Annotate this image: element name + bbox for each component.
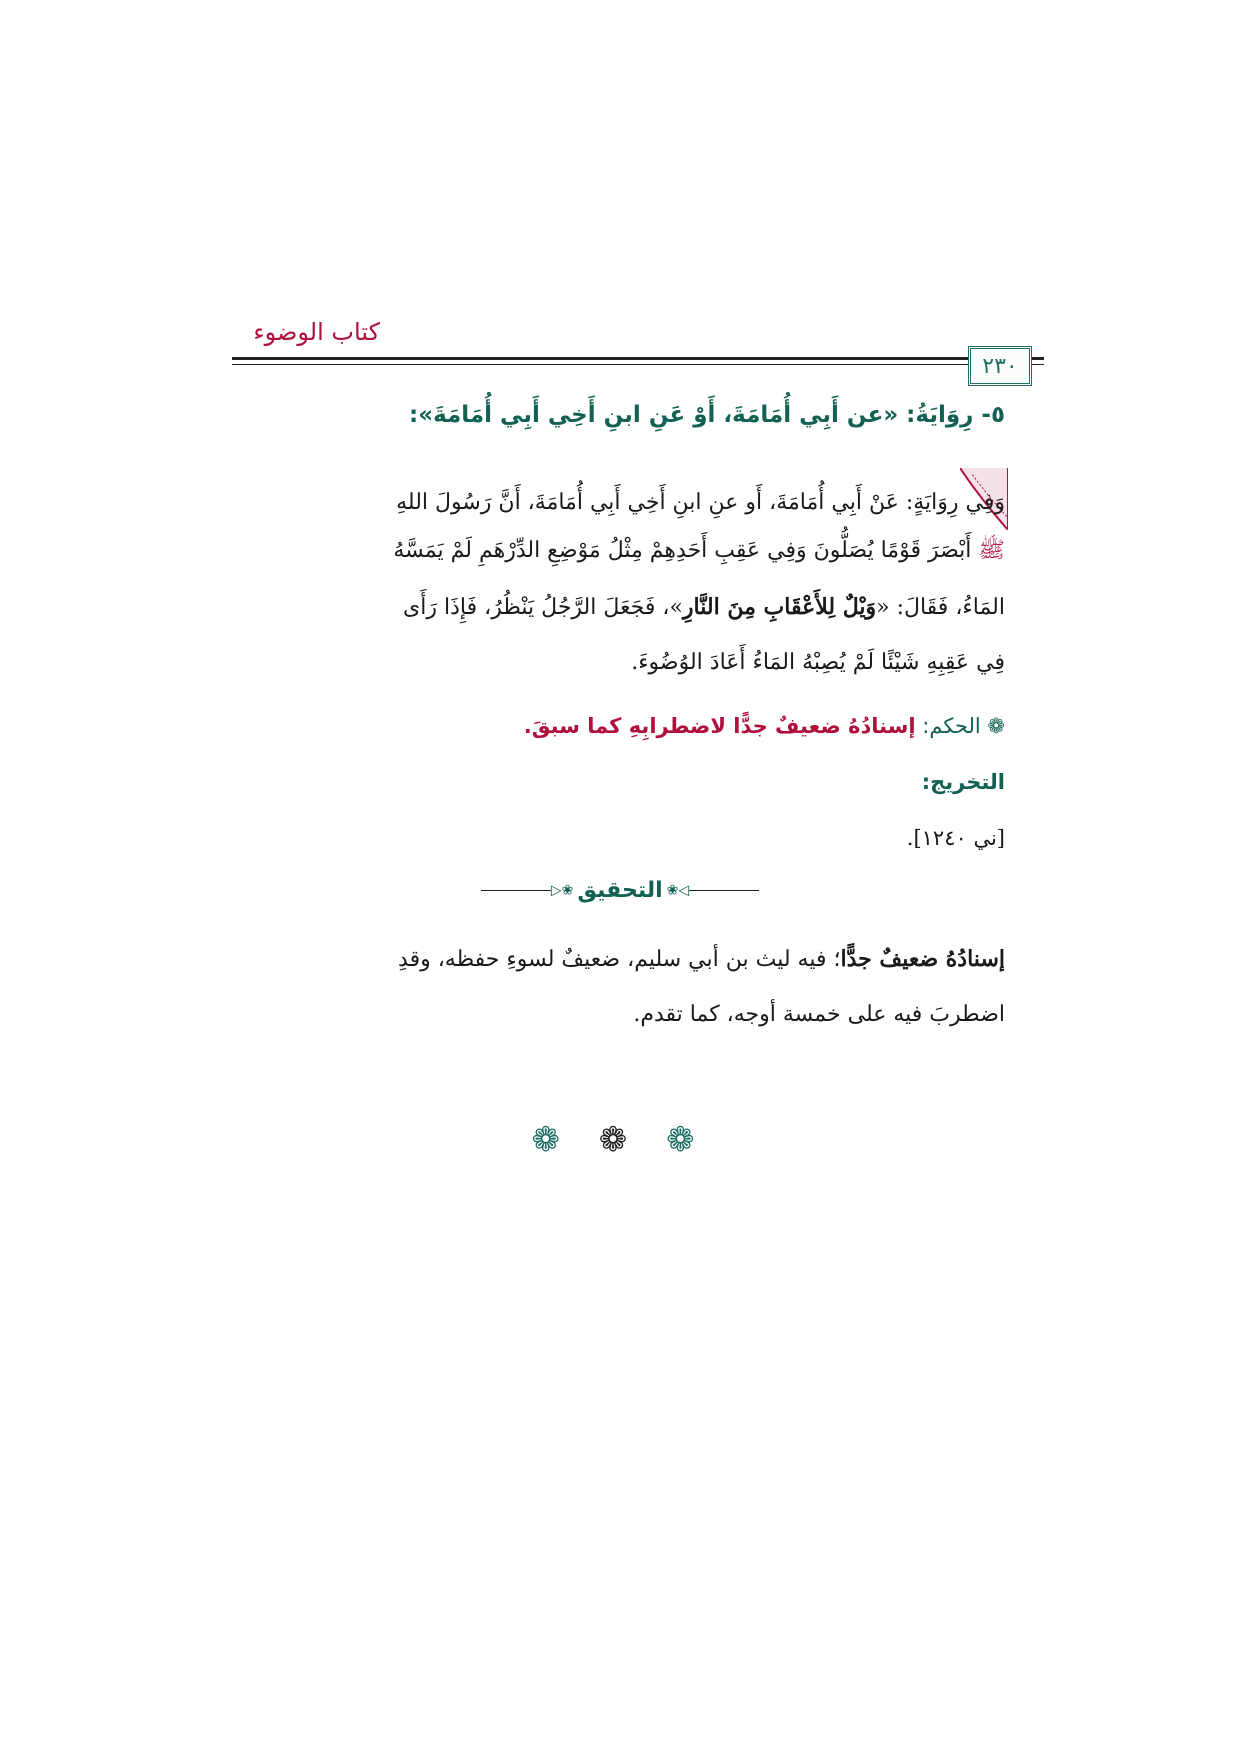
- hadith-line-2: [393, 536, 1005, 566]
- section-number: ٥-: [981, 402, 1005, 428]
- honorific-symbol: ﷺ: [978, 538, 1005, 563]
- hadith-line-3: [403, 592, 1005, 623]
- page-number: ٢٣٠: [968, 346, 1032, 386]
- analysis-line-1-text: ؛ فيه ليث بن أبي سليم، ضعيفٌ لسوءِ حفظه، وقدِ: [398, 947, 841, 972]
- header-rule-thick: [232, 357, 968, 360]
- closing-ornaments: [0, 1120, 1240, 1160]
- hadith-line-1: وَفِي رِوَايَةٍ: عَنْ أَبِي أُمَامَةَ، أَو عنِ ابنِ أَخِي أَبِي أُمَامَةَ، أَنَّ رَسُولَ اللهِ: [396, 490, 1005, 515]
- takhrij-reference: [ني ١٢٤٠].: [906, 826, 1005, 850]
- analysis-line-1: [398, 946, 1005, 972]
- divider-line-left: [689, 890, 759, 891]
- flower-ornament-icon: ❁: [598, 1120, 642, 1160]
- flower-ornament-icon: ❁: [531, 1120, 574, 1160]
- flower-ornament-icon: ❁: [987, 714, 1005, 738]
- header-rule-thin: [232, 364, 968, 365]
- hadith-line-3-after: »، فَجَعَلَ الرَّجُلُ يَنْظُرُ، فَإِذَا رَأَى: [403, 595, 683, 620]
- hadith-quote-bold: وَيْلٌ لِلأَعْقَابِ مِنَ النَّارِ: [682, 594, 877, 620]
- section-title: رِوَايَةُ: «عن أَبِي أُمَامَةَ، أَوْ عَنِ ابنِ أَخِي أَبِي أُمَامَةَ»:: [409, 402, 974, 428]
- ruling-text: إسنادُهُ ضعيفٌ جدًّا لاضطرابِهِ كما سبقَ.: [523, 714, 916, 738]
- analysis-line-2: اضطربَ فيه على خمسة أوجه، كما تقدم.: [633, 1002, 1005, 1027]
- divider-flourish-icon: ◁❀: [666, 882, 690, 899]
- hadith-line-4: فِي عَقِبِهِ شَيْئًا لَمْ يُصِبْهُ المَاءُ أَعَادَ الوُضُوءَ.: [631, 650, 1005, 675]
- ruling: [524, 714, 1005, 738]
- takhrij-heading: التخريج:: [921, 770, 1005, 794]
- header-rule-right-thick: [1032, 357, 1044, 360]
- ruling-label: الحكم:: [922, 714, 981, 738]
- hadith-line-2-text: أَبْصَرَ قَوْمًا يُصَلُّونَ وَفِي عَقِبِ أَحَدِهِمْ مِثْلُ مَوْضِعِ الدِّرْهَمِ لَمْ يَمَسَّهُ: [393, 538, 972, 563]
- divider-flourish-icon: ❀▷: [550, 882, 574, 899]
- section-heading: [409, 402, 1005, 428]
- tahqiq-label: التحقيق: [577, 878, 663, 903]
- hadith-line-3-before: المَاءُ، فَقَالَ: «: [876, 595, 1005, 620]
- header-rule-right-thin: [1032, 364, 1044, 365]
- analysis-verdict: إسنادُهُ ضعيفٌ جدًّا: [840, 946, 1005, 972]
- divider-line-right: [481, 890, 551, 891]
- tahqiq-divider: [0, 878, 1240, 903]
- book-title: كتاب الوضوء: [253, 318, 380, 346]
- flower-ornament-icon: ❁: [666, 1120, 709, 1160]
